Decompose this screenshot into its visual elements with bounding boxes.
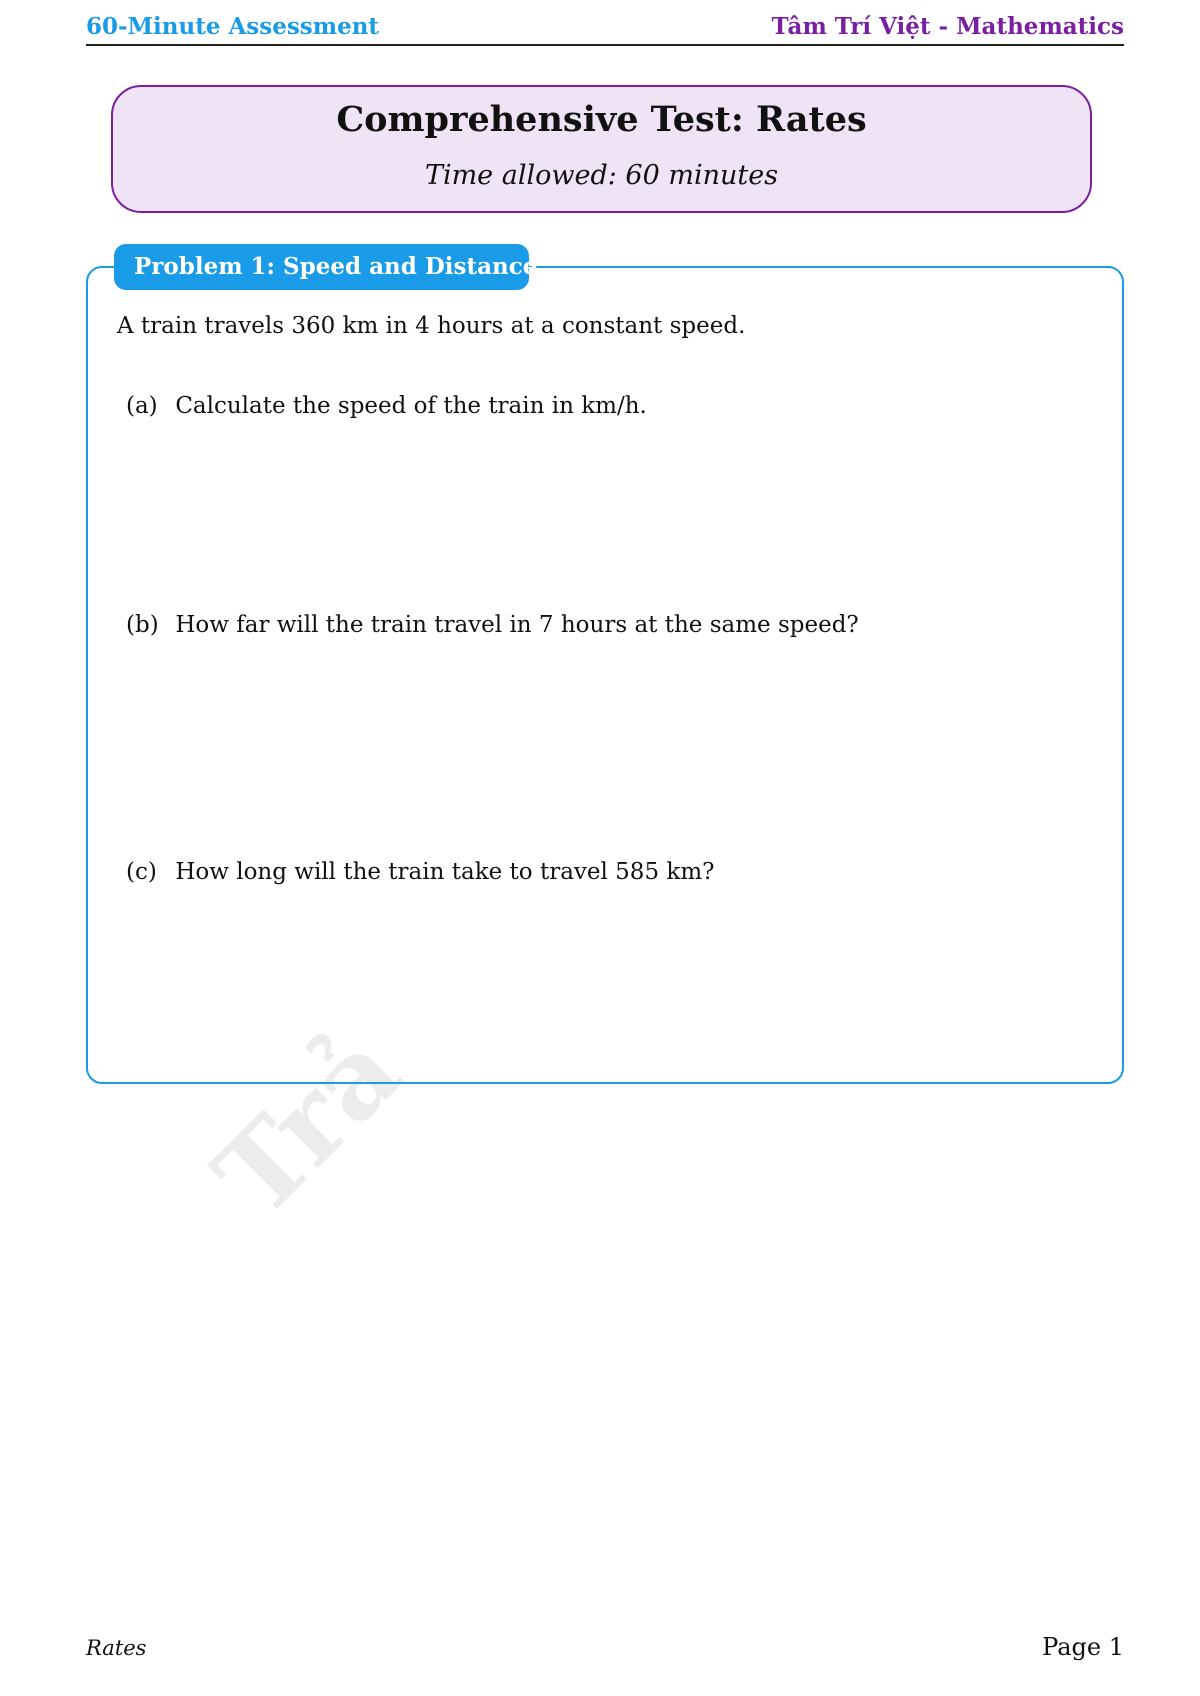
page-number: Page 1 bbox=[1042, 1633, 1124, 1661]
part-text: How far will the train travel in 7 hours at the same speed? bbox=[175, 612, 859, 638]
problem-part-b bbox=[126, 612, 859, 638]
footer-topic: Rates bbox=[86, 1636, 147, 1660]
part-text: How long will the train take to travel 585 km? bbox=[175, 859, 715, 885]
problem-statement: A train travels 360 km in 4 hours at a constant speed. bbox=[117, 313, 746, 339]
problem-box bbox=[86, 266, 1124, 1084]
part-label: (c) bbox=[126, 859, 157, 885]
part-label: (b) bbox=[126, 612, 159, 638]
problem-title-tab: Problem 1: Speed and Distance bbox=[114, 244, 529, 290]
time-allowed: Time allowed: 60 minutes bbox=[424, 160, 779, 191]
test-title: Comprehensive Test: Rates bbox=[336, 99, 867, 140]
header-right-text: Tâm Trí Việt - Mathematics bbox=[771, 12, 1124, 40]
watermark: Trả bbox=[190, 1006, 425, 1242]
problem-part-c bbox=[126, 859, 714, 885]
header-left-text: 60-Minute Assessment bbox=[86, 12, 380, 40]
problem-part-a bbox=[126, 393, 647, 419]
part-label: (a) bbox=[126, 393, 158, 419]
title-box bbox=[111, 85, 1092, 213]
part-text: Calculate the speed of the train in km/h. bbox=[175, 393, 647, 419]
page-header bbox=[86, 8, 1124, 46]
